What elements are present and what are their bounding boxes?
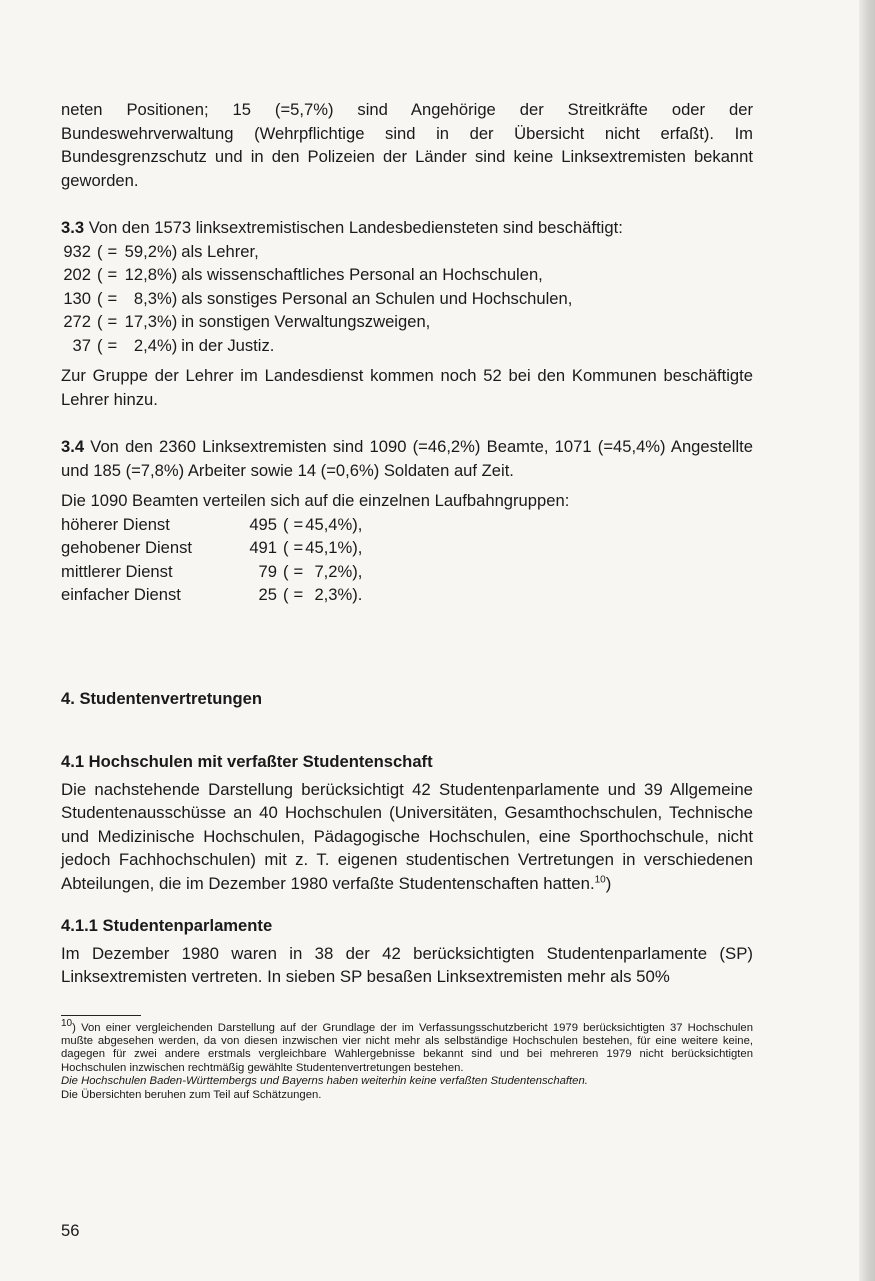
count-cell: 130 [63,288,91,308]
paren-cell: ( [283,538,289,557]
label-cell: mittlerer Dienst [61,561,173,581]
equals-cell: = [107,265,118,284]
paren-cell: ( [97,241,103,261]
count-cell: 37 [72,335,91,355]
count-cell: 79 [258,561,277,581]
footnote-text-1: Von einer vergleichenden Darstellung auf der Grundlage der im Verfassungsschutzbericht 1979 berücksichtigten 37 Hochschulen mußte abgesehen werden, da von diesen inzwischen vier nicht mehr als selbständige Hochschulen bestehen, für eine weitere keine, dagegen für zwei andere erstmals vergleichbare Wahlergebnisse bekannt sind und bei mehreren 1979 nicht berücksichtigten Hochschulen inzwischen rechtmäßig gewählte Studentenvertretungen bestehen. [61,1021,753,1074]
section-4-1-body: Die nachstehende Darstellung berücksichtigt 42 Studentenparlamente und 39 Allgemeine Studentenausschüsse an 40 Hochschulen (Universitäten, Gesamthochschulen, Technische und Medizinische Hochschulen, Pädagogische Hochschulen, eine Sporthochschule, nicht jedoch Fachhochschulen) mit z. T. eigenen studentischen Vertretungen in verschiedenen Abteilungen, die im Dezember 1980 verfaßte Studentenschaften hatten. [61,779,753,893]
description-cell: als wissenschaftliches Personal an Hochschulen, [181,265,543,284]
paren-cell: ( [97,335,103,355]
description-cell: als Lehrer, [181,241,259,261]
table-row [61,287,572,311]
percent-cell: 7,2%), [314,561,363,581]
footnote-separator [61,1015,141,1016]
table-row [61,583,366,607]
footnote [61,1017,753,1102]
page-number: 56 [61,1221,80,1240]
section-number: 3.3 [61,218,85,237]
count-cell: 202 [63,265,91,284]
footnote-mark-close: ) [72,1021,76,1034]
table-row [61,560,366,584]
section-3-3-lead-text: Von den 1573 linksextremistischen Landesbediensteten sind beschäftigt: [88,218,623,237]
count-cell: 272 [63,312,91,331]
percent-cell: 2,3%). [314,585,363,604]
section-3-4-lead [61,435,753,482]
section-3-3-lead [61,216,753,240]
paren-cell: ( [97,265,103,284]
section-4-1-1-heading: 4.1.1 Studentenparlamente [61,916,273,935]
footnote-paragraph-3: Die Übersichten beruhen zum Teil auf Schätzungen. [61,1088,322,1101]
footnote-reference-close: ) [605,873,612,893]
count-cell: 495 [249,514,277,534]
table-row [61,513,366,537]
equals-cell: = [107,241,118,261]
intro-paragraph: neten Positionen; 15 (=5,7%) sind Angehörige der Streitkräfte oder der Bundeswehrverwaltung (Wehrpflichtige sind in der Übersicht nicht erfaßt). Im Bundesgrenzschutz und in den Polizeien der Länder sind keine Linksextremisten bekannt geworden. [61,100,753,190]
footnote-mark: 10 [61,1017,73,1029]
section-4-1-1-text: Im Dezember 1980 waren in 38 der 42 berücksichtigten Studentenparlamente (SP) Linksextremisten vertreten. In sieben SP besaßen Linksextremisten mehr als 50% [61,943,753,986]
equals-cell: = [107,312,118,331]
label-cell: höherer Dienst [61,514,170,534]
equals-cell: = [293,538,304,557]
equals-cell: = [107,288,118,308]
section-4-heading: 4. Studentenvertretungen [61,688,262,708]
table-row [61,263,572,287]
percent-cell: 12,8%) [124,265,178,284]
table-row [61,240,572,264]
paren-cell: ( [283,585,289,604]
percent-cell: 2,4%) [133,335,178,355]
count-cell: 491 [249,538,277,557]
paren-cell: ( [97,288,103,308]
percent-cell: 45,1%), [305,538,363,557]
paren-cell: ( [283,561,289,581]
paren-cell: ( [97,312,103,331]
percent-cell: 17,3%) [124,312,178,331]
section-3-4-intro: Die 1090 Beamten verteilen sich auf die einzelnen Laufbahngruppen: [61,491,570,510]
equals-cell: = [107,335,118,355]
equals-cell: = [293,561,304,581]
table-row [61,310,572,334]
percent-cell: 8,3%) [133,288,178,308]
percent-cell: 45,4%), [305,514,363,534]
section-3-4-table [61,513,366,607]
page-edge-shadow [859,0,875,1281]
equals-cell: = [293,585,304,604]
section-number: 3.4 [61,437,85,456]
equals-cell: = [293,514,304,534]
paren-cell: ( [283,514,289,534]
section-4-1-text [61,778,753,896]
section-3-3-note: Zur Gruppe der Lehrer im Landesdienst kommen noch 52 bei den Kommunen beschäftigte Lehrer hinzu. [61,366,753,409]
document-page [61,98,753,1102]
description-cell: als sonstiges Personal an Schulen und Hochschulen, [181,288,573,308]
description-cell: in der Justiz. [181,335,275,355]
section-4-1-heading: 4.1 Hochschulen mit verfaßter Studentenschaft [61,752,433,771]
label-cell: einfacher Dienst [61,585,181,604]
section-3-4-lead-text: Von den 2360 Linksextremisten sind 1090 (=46,2%) Beamte, 1071 (=45,4%) Angestellte und 185 (=7,8%) Arbeiter sowie 14 (=0,6%) Soldaten auf Zeit. [61,437,753,480]
table-row [61,334,572,358]
description-cell: in sonstigen Verwaltungszweigen, [181,312,431,331]
footnote-paragraph-1 [61,1017,753,1076]
section-3-3-table [61,240,572,358]
footnote-paragraph-2: Die Hochschulen Baden-Württembergs und Bayerns haben weiterhin keine verfaßten Studentenschaften. [61,1075,588,1088]
count-cell: 932 [63,241,91,261]
percent-cell: 59,2%) [124,241,178,261]
count-cell: 25 [258,585,277,604]
label-cell: gehobener Dienst [61,538,192,557]
footnote-reference: 10 [594,873,606,885]
table-row [61,536,366,560]
